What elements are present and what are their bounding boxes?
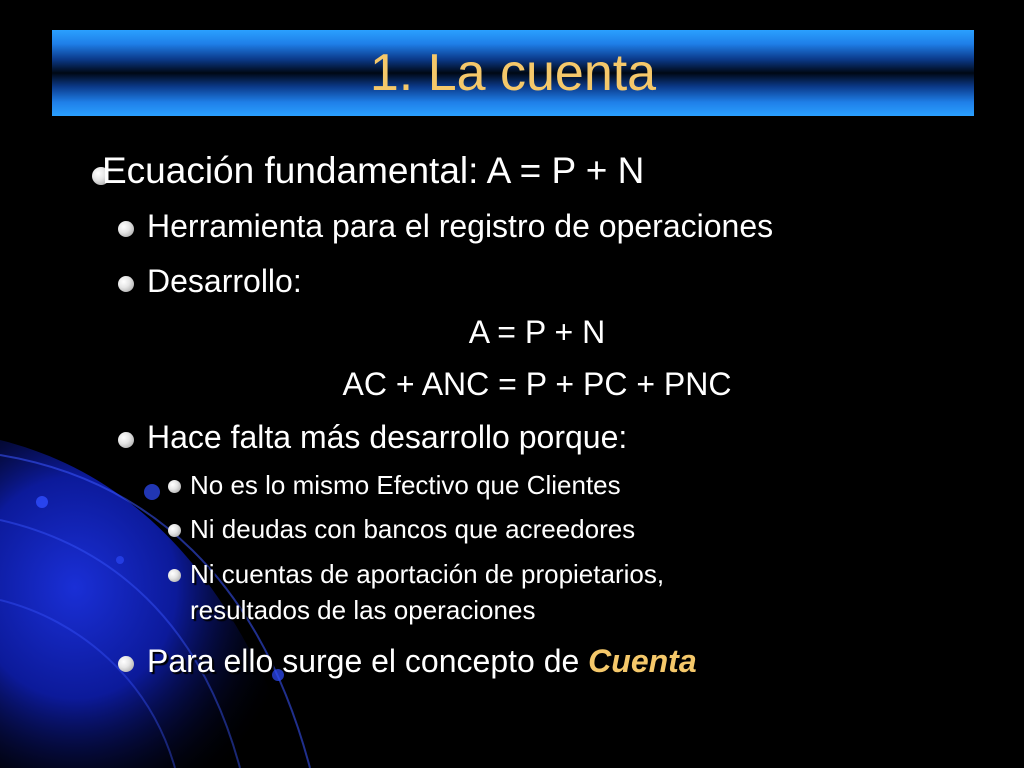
bullet-main — [102, 150, 644, 192]
bullet-icon — [118, 221, 134, 237]
bullet-sub1: Herramienta para el registro de operaciones — [147, 208, 774, 244]
bullet-subsub2: Ni deudas con bancos que acreedores — [190, 514, 636, 544]
bullet-sub3: Hace falta más desarrollo porque: — [147, 419, 628, 455]
equation-2: AC + ANC = P + PC + PNC — [342, 366, 732, 402]
bullet-icon — [168, 524, 181, 537]
bullet-main-text: Ecuación fundamental: A = P + N — [102, 150, 645, 191]
emphasis-term: Cuenta — [588, 643, 697, 679]
bullet-sub4 — [147, 643, 697, 680]
bullet-subsub3-line2: resultados de las operaciones — [190, 595, 536, 625]
bullet-icon — [118, 432, 134, 448]
slide-title: 1. La cuenta — [369, 44, 657, 102]
bullet-subsub3-line1: Ni cuentas de aportación de propietarios, — [190, 559, 665, 589]
bullet-subsub1: No es lo mismo Efectivo que Clientes — [190, 470, 621, 500]
bullet-icon — [118, 276, 134, 292]
bullet-icon — [168, 480, 181, 493]
bullet-icon — [118, 656, 134, 672]
bullet-sub4-text: Para ello surge el concepto de — [147, 643, 589, 679]
equation-1: A = P + N — [468, 314, 606, 350]
bullet-sub2: Desarrollo: — [147, 263, 302, 299]
bullet-icon — [168, 569, 181, 582]
